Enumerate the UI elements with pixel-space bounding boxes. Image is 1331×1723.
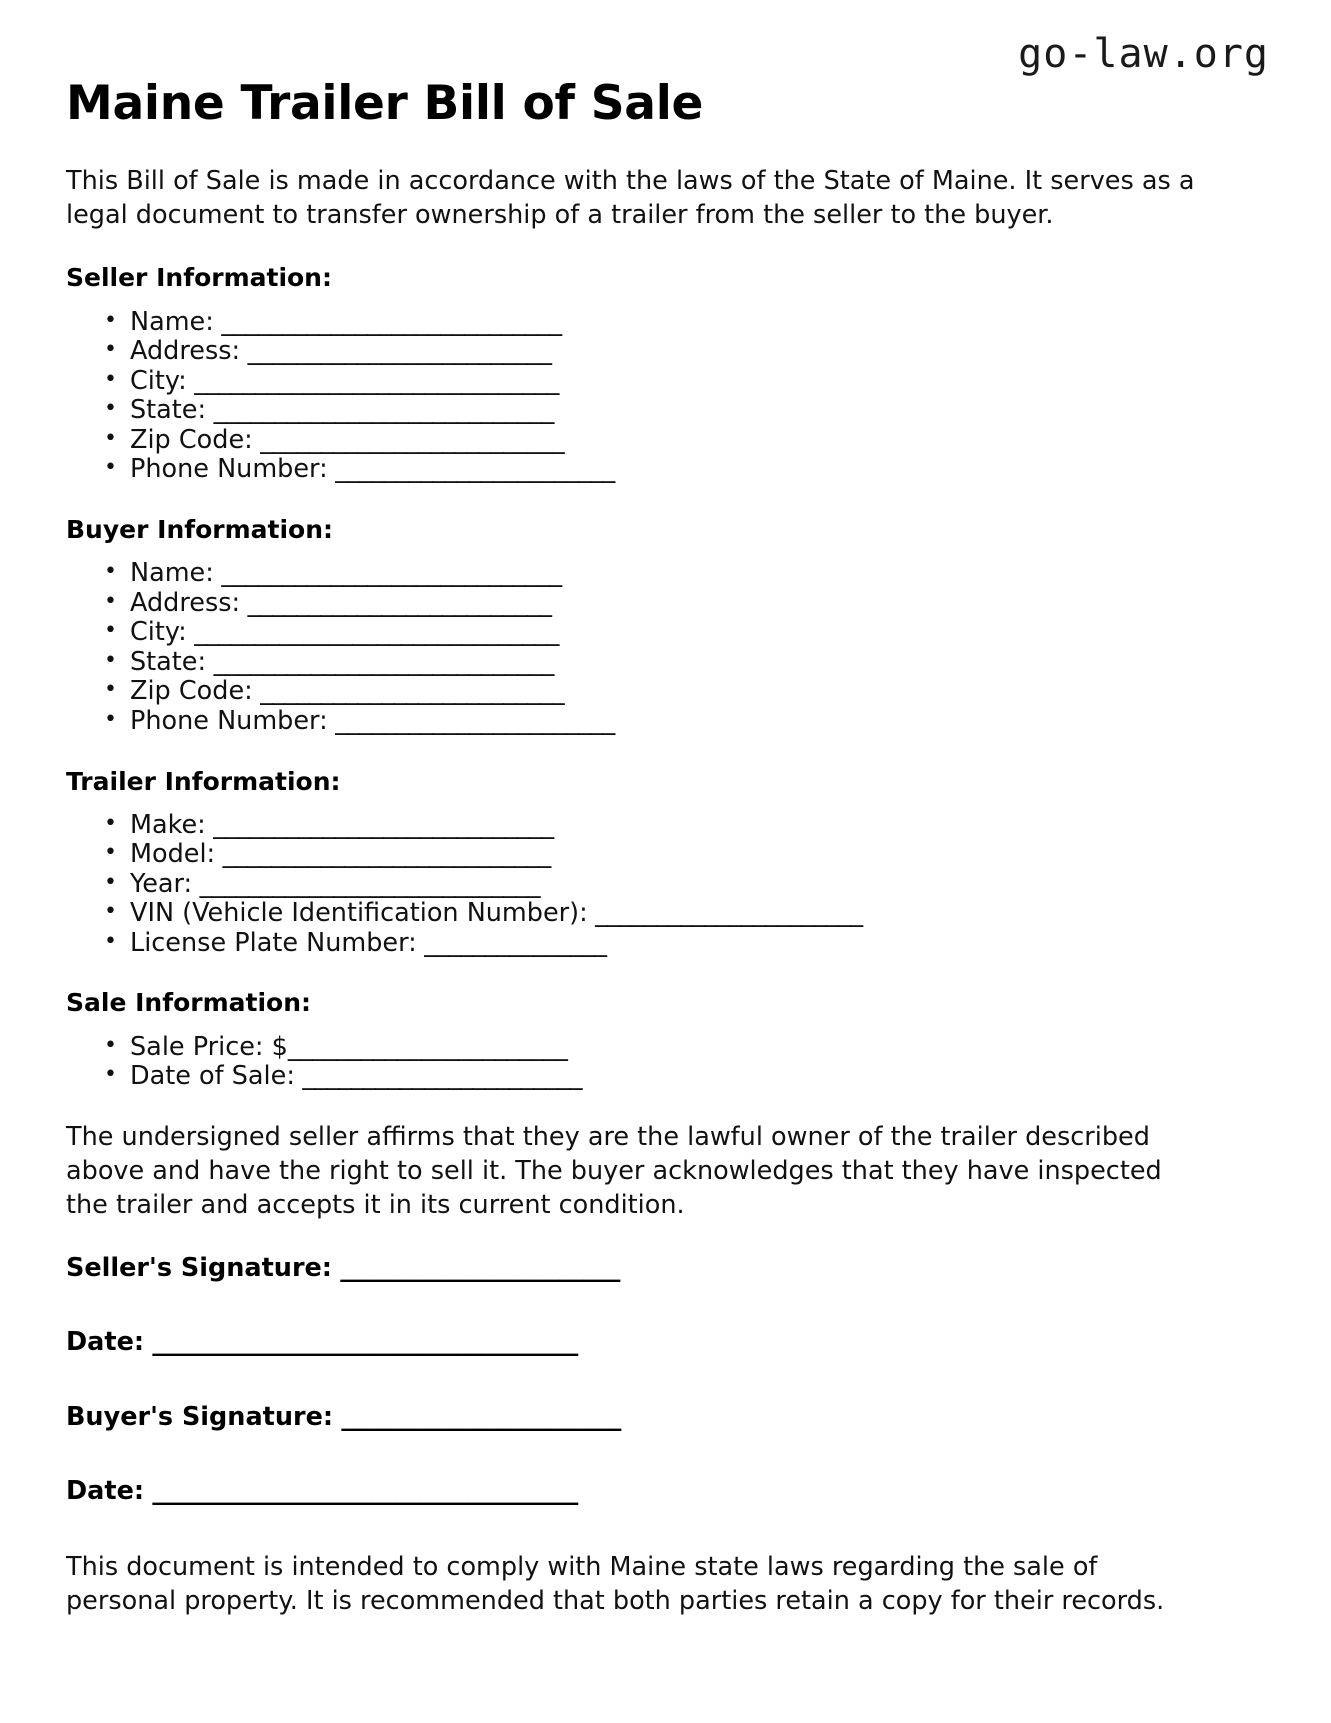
signature-label: Date:: [66, 1476, 145, 1507]
fill-in-blank[interactable]: _________________________: [240, 336, 552, 367]
fill-in-blank[interactable]: ____________________________: [206, 646, 554, 677]
fill-in-blank[interactable]: ____________________________: [205, 809, 554, 840]
fill-in-blank[interactable]: ____________________________: [213, 306, 562, 337]
field-label: State:: [130, 646, 207, 677]
fill-in-blank[interactable]: ______________________: [587, 898, 863, 929]
field-row-trailer-vin: [104, 899, 1201, 928]
field-row-seller-address: [104, 337, 1201, 366]
signature-blank[interactable]: ___________________________________: [144, 1327, 578, 1358]
fill-in-blank[interactable]: ___________________________: [215, 839, 551, 870]
field-label: Zip Code:: [130, 676, 253, 707]
intro-paragraph: This Bill of Sale is made in accordance with the laws of the State of Maine. It serves as a legal document to transfer ownership of a trailer from the seller to the buyer.: [66, 165, 1195, 230]
field-row-buyer-name: [104, 559, 1201, 588]
field-row-seller-state: [104, 396, 1201, 425]
field-label: Phone Number:: [130, 705, 328, 736]
field-row-seller-phone-number: [104, 455, 1201, 484]
field-row-trailer-make: [104, 811, 1201, 840]
field-label: Name:: [130, 558, 214, 589]
signature-label: Date:: [66, 1327, 145, 1358]
field-label: Zip Code:: [130, 424, 253, 455]
signature-row-buyer-signature: [66, 1402, 1201, 1433]
field-label: State:: [130, 395, 207, 426]
field-label: Model:: [130, 839, 216, 870]
field-label: Year:: [130, 868, 193, 899]
signature-blank[interactable]: _______________________: [333, 1401, 621, 1432]
fill-in-blank[interactable]: _________________________: [252, 676, 564, 707]
fill-in-blank[interactable]: ______________________________: [186, 365, 559, 396]
field-label: Phone Number:: [130, 454, 328, 485]
fill-in-blank[interactable]: ______________________________: [186, 617, 559, 648]
fill-in-blank[interactable]: _________________________: [252, 424, 564, 455]
field-label: Make:: [130, 809, 206, 840]
field-label: Name:: [130, 306, 214, 337]
field-label: City:: [130, 365, 187, 396]
section-heading-trailer-information: Trailer Information:: [66, 766, 341, 796]
closing-paragraph: This document is intended to comply with Maine state laws regarding the sale of personal property. It is recommended that both parties retain a copy for their records.: [66, 1551, 1165, 1616]
affirmation-paragraph: The undersigned seller affirms that they are the lawful owner of the trailer described above and have the right to sell it. The buyer acknowledges that they have inspected the trailer and accepts it in its current condition.: [66, 1121, 1162, 1220]
field-row-seller-city: [104, 367, 1201, 396]
field-row-seller-name: [104, 308, 1201, 337]
field-list-sale-information: [66, 1033, 1201, 1091]
fill-in-blank[interactable]: _______________________: [287, 1031, 568, 1062]
fill-in-blank[interactable]: ____________________________: [213, 558, 562, 589]
field-label: License Plate Number:: [130, 927, 417, 958]
field-row-date-of-sale: [104, 1062, 1201, 1091]
field-row-buyer-state: [104, 648, 1201, 677]
fill-in-blank[interactable]: ____________________________: [206, 395, 554, 426]
field-row-buyer-zip-code: [104, 677, 1201, 706]
signature-row-seller-date: [66, 1327, 1201, 1358]
section-heading-buyer-information: Buyer Information:: [66, 514, 334, 544]
signature-row-buyer-date: [66, 1476, 1201, 1507]
fill-in-blank[interactable]: _______________________: [327, 705, 615, 736]
field-row-seller-zip-code: [104, 426, 1201, 455]
fill-in-blank[interactable]: _______________________: [294, 1061, 582, 1092]
field-row-buyer-address: [104, 589, 1201, 618]
section-heading-seller-information: Seller Information:: [66, 263, 332, 293]
field-label: Sale Price: $: [130, 1031, 288, 1062]
field-list-seller-information: [66, 308, 1201, 484]
signature-block: [66, 1253, 1201, 1507]
signature-blank[interactable]: _______________________: [332, 1252, 620, 1283]
fill-in-blank[interactable]: ____________________________: [192, 868, 540, 899]
field-label: VIN (Vehicle Identification Number):: [130, 898, 588, 929]
field-list-trailer-information: [66, 811, 1201, 958]
field-row-trailer-year: [104, 870, 1201, 899]
section-heading-sale-information: Sale Information:: [66, 988, 311, 1018]
field-label: Address:: [130, 587, 241, 618]
fill-in-blank[interactable]: _______________________: [327, 454, 615, 485]
signature-row-seller-signature: [66, 1253, 1201, 1284]
fill-in-blank[interactable]: _______________: [416, 927, 607, 958]
document-content: [66, 78, 1201, 1649]
field-row-sale-price: [104, 1033, 1201, 1062]
site-brand-watermark: go-law.org: [1018, 31, 1269, 77]
signature-label: Seller's Signature:: [66, 1252, 333, 1283]
signature-label: Buyer's Signature:: [66, 1401, 334, 1432]
field-row-buyer-city: [104, 618, 1201, 647]
field-row-trailer-license-plate-number: [104, 929, 1201, 958]
field-list-buyer-information: [66, 559, 1201, 735]
field-row-buyer-phone-number: [104, 707, 1201, 736]
signature-blank[interactable]: ___________________________________: [144, 1476, 578, 1507]
page-title: Maine Trailer Bill of Sale: [66, 76, 704, 131]
fill-in-blank[interactable]: _________________________: [240, 587, 552, 618]
field-label: City:: [130, 617, 187, 648]
field-row-trailer-model: [104, 840, 1201, 869]
field-label: Address:: [130, 336, 241, 367]
field-label: Date of Sale:: [130, 1061, 295, 1092]
